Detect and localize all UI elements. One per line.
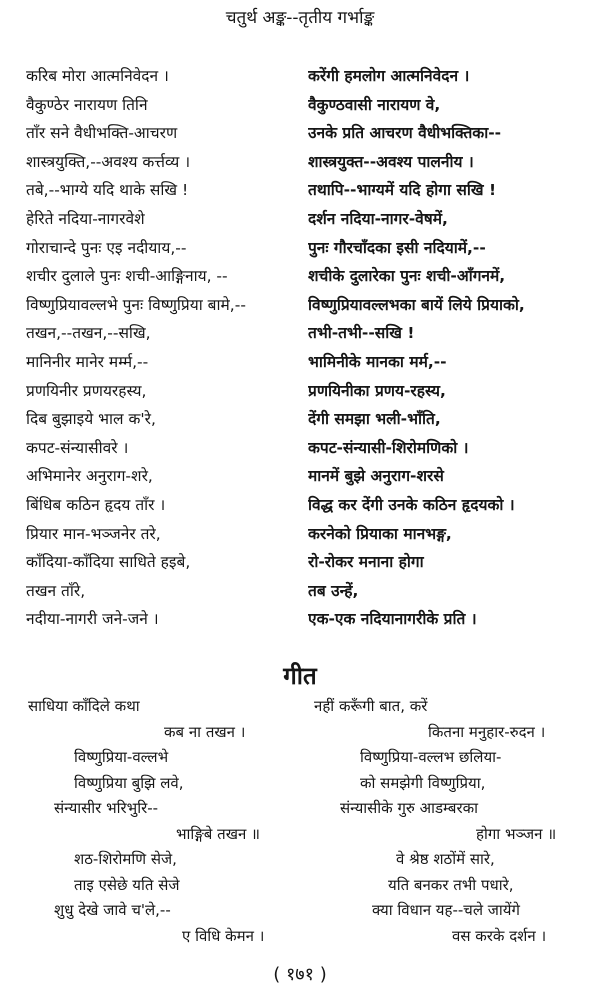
song-translation-line: को समझेगी विष्णुप्रिया, <box>360 773 486 792</box>
verse-line: अभिमानेर अनुराग-शरे, <box>26 467 153 486</box>
song-translation-line: कितना मनुहार-रुदन । <box>428 722 546 741</box>
song-line: संन्यासीर भरिभुरि-- <box>54 799 159 817</box>
translation-line: एक-एक नदियानागरीके प्रति । <box>308 610 477 629</box>
translation-line: करनेको प्रियाका मानभङ्ग, <box>308 524 452 543</box>
page-number: ( १७१ ) <box>273 964 327 985</box>
verse-line: ताँर सने वैधीभक्ति-आचरण <box>26 124 178 143</box>
verse-line: हेरिते नदिया-नागरवेशे <box>26 209 145 228</box>
verse-line: तखन ताँरे, <box>26 581 86 600</box>
translation-line: रो-रोकर मनाना होगा <box>308 553 424 572</box>
translation-line: प्रणयिनीका प्रणय-रहस्य, <box>308 381 446 400</box>
song-translation-line: क्या विधान यह--चले जायेंगे <box>372 901 520 919</box>
song-hindi-column <box>300 694 590 949</box>
song-translation-line: संन्यासीके गुरु आडम्बरका <box>340 799 478 817</box>
song-translation-line: यति बनकर तभी पधारे, <box>388 875 514 894</box>
verse-line: काँदिया-काँदिया साधिते हइबे, <box>26 553 191 572</box>
song-line: विष्णुप्रिया बुझि लवे, <box>74 773 184 792</box>
translation-line: उनके प्रति आचरण वैधीभक्तिका-- <box>308 124 502 143</box>
song-translation-line: होगा भञ्जन ॥ <box>476 824 557 843</box>
song-line: ताइ एसेछे यति सेजे <box>74 875 180 894</box>
translation-line: कपट-संन्यासी-शिरोमणिको । <box>308 438 469 457</box>
song-translation-line: विष्णुप्रिया-वल्लभ छलिया- <box>360 748 502 766</box>
verse-line: तखन,--तखन,--सखि, <box>26 324 151 343</box>
translation-line: शचीके दुलारेका पुनः शची-आँगनमें, <box>308 267 506 286</box>
verse-line: विष्णुप्रियावल्लभे पुनः विष्णुप्रिया बामे,-- <box>26 295 246 314</box>
song-line: भाङ्गिबे तखन ॥ <box>176 824 261 843</box>
verse-line: दिब बुझाइये भाल क'रे, <box>26 410 156 429</box>
translation-line: शास्त्रयुक्त--अवश्य पालनीय । <box>308 152 474 171</box>
verse-line: शचीर दुलाले पुनः शची-आङ्गिनाय, -- <box>26 267 228 286</box>
song-line: शठ-शिरोमणि सेजे, <box>74 850 177 868</box>
translation-line: पुनः गौरचाँदका इसी नदियामें,-- <box>308 238 486 257</box>
verse-line: करिब मोरा आत्मनिवेदन । <box>26 67 169 85</box>
song-title: गीत <box>283 662 317 690</box>
verse-line: मानिनीर मानेर मर्म्म,-- <box>26 352 149 371</box>
song-line: विष्णुप्रिया-वल्लभे <box>74 748 169 766</box>
song-translation-line: वे श्रेष्ठ शठोंमें सारे, <box>396 850 495 868</box>
translation-line: दर्शन नदिया-नागर-वेषमें, <box>308 209 448 228</box>
hindi-translation-column <box>308 62 598 634</box>
verse-line: तबे,--भाग्ये यदि थाके सखि ! <box>26 181 189 200</box>
song-line: साधिया काँदिले कथा <box>28 697 140 715</box>
verse-line: कपट-संन्यासीवरे । <box>26 438 129 457</box>
translation-line: तब उन्हें, <box>308 581 359 600</box>
translation-line: विद्ध कर देंगी उनके कठिन हृदयको । <box>308 495 515 514</box>
translation-line: विष्णुप्रियावल्लभका बायें लिये प्रियाको, <box>308 295 525 314</box>
verse-line: शास्त्रयुक्ति,--अवश्य कर्त्तव्य । <box>26 152 191 171</box>
translation-line: तभी-तभी--सखि ! <box>308 324 415 343</box>
song-line: शुधु देखे जावे च'ले,-- <box>54 901 171 919</box>
translation-line: देंगी समझा भली-भाँति, <box>308 410 441 429</box>
bengali-verse-column <box>26 62 301 634</box>
translation-line: वैकुण्ठवासी नारायण वे, <box>308 95 441 114</box>
verse-line: नदीया-नागरी जने-जने । <box>26 610 159 629</box>
chapter-header: चतुर्थ अङ्क--तृतीय गर्भाङ्क <box>225 8 375 28</box>
song-line: कब ना तखन । <box>164 722 246 741</box>
verse-line: प्रणयिनीर प्रणयरहस्य, <box>26 381 147 400</box>
verse-line: प्रियार मान-भञ्जनेर तरे, <box>26 524 161 543</box>
translation-line: करेंगी हमलोग आत्मनिवेदन । <box>308 67 470 85</box>
song-translation-line: वस करके दर्शन । <box>452 926 547 945</box>
song-translation-line: नहीं करूँगी बात, करें <box>314 697 428 715</box>
translation-line: तथापि--भाग्यमें यदि होगा सखि ! <box>308 181 497 200</box>
translation-line: मानमें बुझे अनुराग-शरसे <box>308 467 444 486</box>
verse-line: बिंधिब कठिन हृदय ताँर । <box>26 495 166 514</box>
translation-line: भामिनीके मानका मर्म,-- <box>308 352 447 371</box>
song-line: ए विधि केमन । <box>182 926 265 945</box>
song-bengali-column <box>24 694 300 949</box>
verse-line: वैकुण्ठेर नारायण तिनि <box>26 95 148 114</box>
verse-line: गोराचान्दे पुनः एइ नदीयाय,-- <box>26 238 187 257</box>
